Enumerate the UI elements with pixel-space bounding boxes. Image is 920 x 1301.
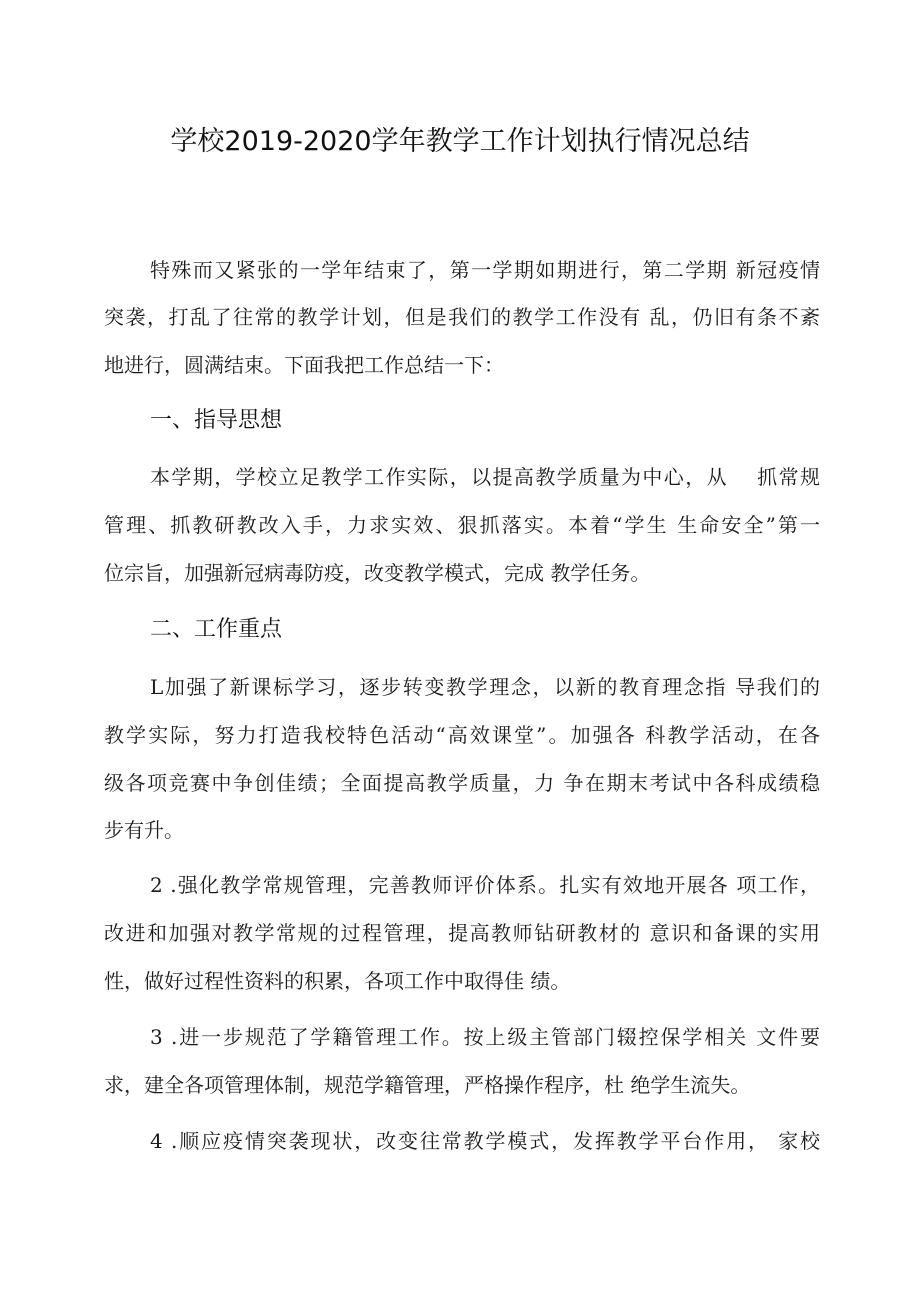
- section1-line-2: 管理、抓教研教改入手，力求实效、狠抓落实。本着“学生 生命安全”第一: [104, 513, 820, 537]
- section1-line-3: 位宗旨，加强新冠病毒防疫，改变教学模式，完成 教学任务。: [104, 561, 651, 585]
- section-heading-work-focus: 二、工作重点: [150, 617, 283, 642]
- document-title: 学校2019-2020学年教学工作计划执行情况总结: [170, 126, 750, 157]
- item2-line-2: 改进和加强对教学常规的过程管理，提高教师钻研教材的 意识和备课的实用: [104, 921, 820, 945]
- item4-line-1: 4 .顺应疫情突袭现状，改变往常教学模式，发挥教学平台作用， 家校: [150, 1129, 820, 1153]
- item1-line-4: 步有升。: [104, 818, 184, 842]
- item3-line-2: 求，建全各项管理体制，规范学籍管理，严格操作程序，杜 绝学生流失。: [104, 1073, 751, 1097]
- item1-line-1: L加强了新课标学习，逐步转变教学理念，以新的教育理念指 导我们的: [150, 675, 820, 699]
- item1-line-3: 级各项竞赛中争创佳绩；全面提高教学质量，力 争在期末考试中各科成绩稳: [104, 771, 820, 795]
- item2-line-1: 2 .强化教学常规管理，完善教师评价体系。扎实有效地开展各 项工作，: [150, 873, 820, 897]
- intro-line-2: 突袭，打乱了往常的教学计划，但是我们的教学工作没有 乱，仍旧有条不紊: [104, 305, 820, 329]
- section-heading-guiding-ideology: 一、指导思想: [150, 408, 283, 433]
- intro-line-1: 特殊而又紧张的一学年结束了，第一学期如期进行，第二学期 新冠疫情: [150, 258, 820, 282]
- item1-line-2: 教学实际，努力打造我校特色活动“高效课堂”。加强各 科教学活动，在各: [104, 723, 820, 747]
- section1-line-1: 本学期，学校立足教学工作实际，以提高教学质量为中心，从 抓常规: [150, 465, 820, 489]
- item3-line-1: 3 .进一步规范了学籍管理工作。按上级主管部门辍控保学相关 文件要: [150, 1025, 820, 1049]
- item2-line-3: 性，做好过程性资料的积累，各项工作中取得佳 绩。: [104, 969, 571, 993]
- intro-line-3: 地进行，圆满结束。下面我把工作总结一下：: [104, 353, 504, 377]
